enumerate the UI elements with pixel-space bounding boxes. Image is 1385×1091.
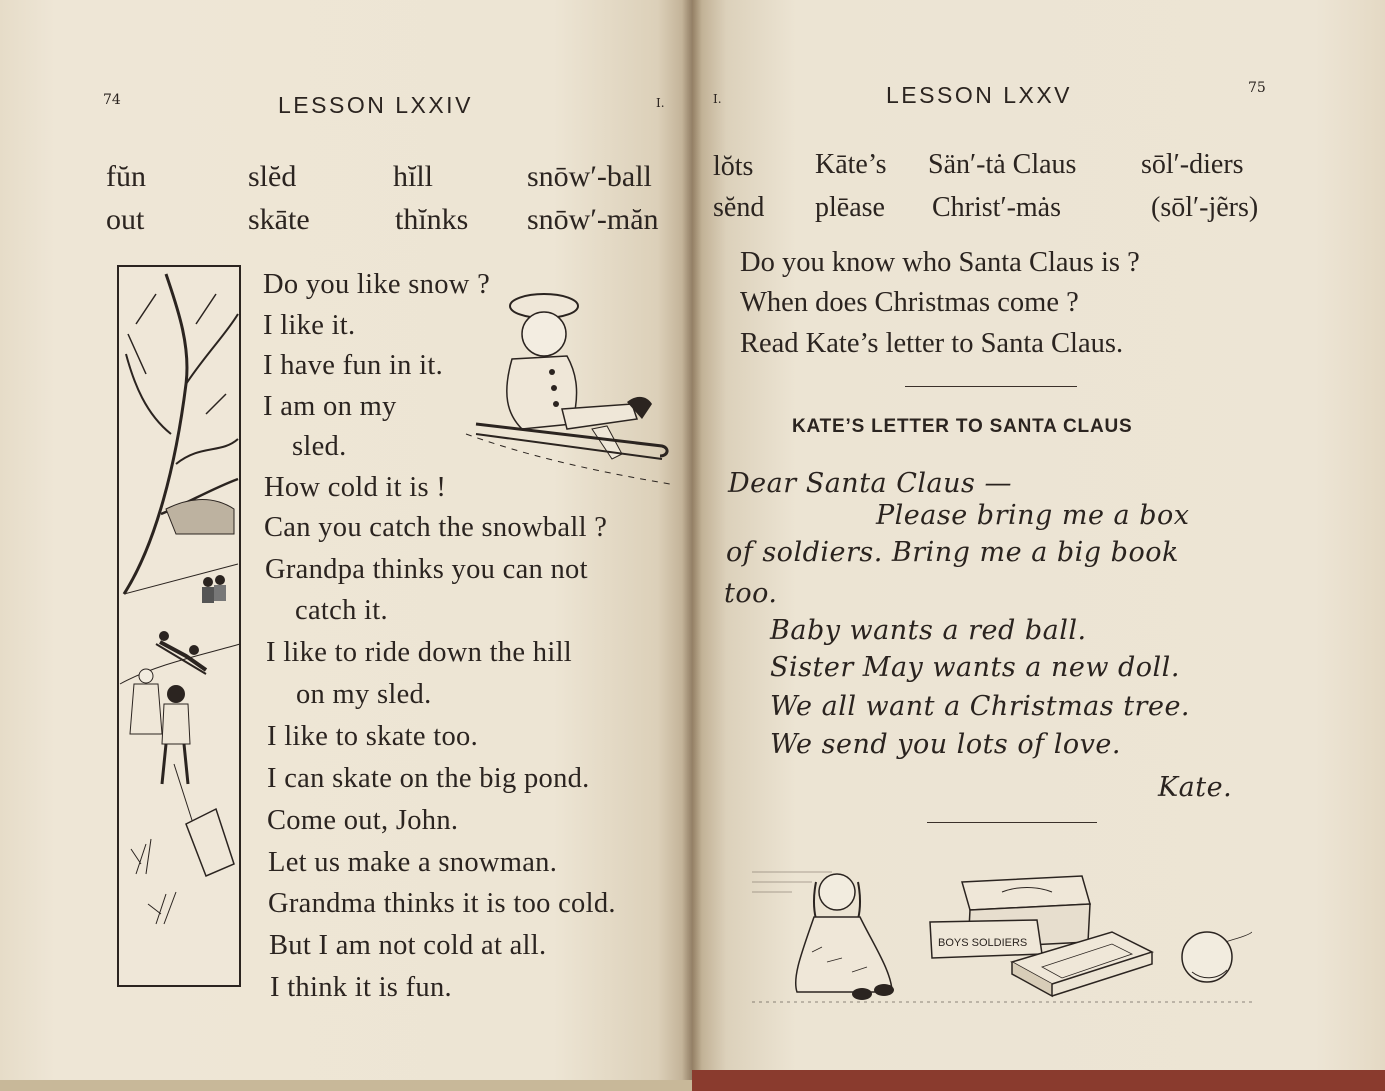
letter-title: KATE’S LETTER TO SANTA CLAUS	[792, 416, 1133, 437]
left-text-line: I can skate on the big pond.	[267, 763, 590, 794]
left-lesson-title: LESSON LXXIV	[278, 92, 473, 118]
right-vocab-word: sōl′-diers	[1141, 149, 1244, 180]
left-text-line: sled.	[292, 431, 347, 462]
left-text-line: I like to skate too.	[267, 721, 478, 752]
right-intro-line: Read Kate’s letter to Santa Claus.	[740, 328, 1124, 359]
right-vocab-word: (sōl′-jẽrs)	[1151, 192, 1259, 223]
left-vocab-word: hĭll	[393, 160, 434, 193]
letter-line: Baby wants a red ball.	[770, 615, 1087, 646]
letter-line: Dear Santa Claus —	[728, 468, 1012, 499]
section-divider	[905, 386, 1077, 387]
left-page-number: 74	[103, 92, 121, 108]
doll-and-toys-illustration	[752, 862, 1252, 1010]
right-intro-line: When does Christmas come ?	[740, 287, 1079, 318]
left-vocab-word: snōw′-ball	[527, 160, 652, 193]
left-text-line: on my sled.	[296, 679, 432, 710]
letter-line: of soldiers. Bring me a big book	[726, 537, 1179, 568]
left-text-line: I like to ride down the hill	[266, 637, 573, 668]
right-vocab-word: lŏts	[713, 151, 754, 182]
right-vocab-word: Sän′-tȧ Claus	[928, 149, 1077, 180]
right-vocab-word: sĕnd	[713, 192, 765, 223]
left-text-line: I like it.	[263, 310, 356, 341]
left-text-line: Do you like snow ?	[263, 269, 491, 300]
left-text-line: catch it.	[295, 595, 388, 626]
left-text-line: How cold it is !	[264, 472, 447, 503]
left-vocab-word: slĕd	[248, 160, 297, 193]
right-vocab-word: Christ′-mȧs	[932, 192, 1062, 223]
letter-line: Please bring me a box	[876, 500, 1190, 531]
left-text-line: Let us make a snowman.	[268, 847, 558, 878]
page-bottom-edge	[0, 1080, 692, 1091]
winter-scene-illustration	[116, 264, 244, 990]
left-signature-mark: I.	[656, 96, 665, 110]
letter-line: too.	[724, 578, 778, 609]
right-page-number: 75	[1248, 80, 1266, 96]
left-vocab-word: out	[106, 203, 145, 236]
left-text-line: I have fun in it.	[263, 350, 444, 381]
section-divider	[927, 822, 1097, 823]
letter-line: Sister May wants a new doll.	[770, 652, 1180, 683]
right-vocab-word: Kāte’s	[815, 149, 887, 180]
left-vocab-word: thĭnks	[395, 203, 469, 236]
right-signature-mark: I.	[713, 92, 722, 106]
book-spine	[682, 0, 702, 1091]
letter-signature: Kate.	[1158, 772, 1233, 803]
left-text-line: Come out, John.	[267, 805, 459, 836]
left-text-line: But I am not cold at all.	[269, 930, 547, 961]
left-text-line: Grandpa thinks you can not	[265, 554, 588, 585]
left-vocab-word: skāte	[248, 203, 310, 236]
right-vocab-word: plēase	[815, 192, 885, 223]
right-intro-line: Do you know who Santa Claus is ?	[740, 247, 1140, 278]
left-vocab-word: snōw′-măn	[527, 203, 659, 236]
left-text-line: Grandma thinks it is too cold.	[268, 888, 616, 919]
toy-box-label: BOYS SOLDIERS	[938, 937, 1028, 949]
cover-edge	[692, 1070, 1385, 1091]
left-text-line: I think it is fun.	[270, 972, 452, 1003]
letter-line: We all want a Christmas tree.	[770, 691, 1191, 722]
right-lesson-title: LESSON LXXV	[886, 82, 1073, 108]
boy-on-sled-illustration	[462, 284, 672, 494]
left-vocab-word: fŭn	[106, 160, 146, 193]
left-text-line: I am on my	[263, 391, 397, 422]
letter-line: We send you lots of love.	[770, 729, 1121, 760]
left-text-line: Can you catch the snowball ?	[264, 512, 608, 543]
